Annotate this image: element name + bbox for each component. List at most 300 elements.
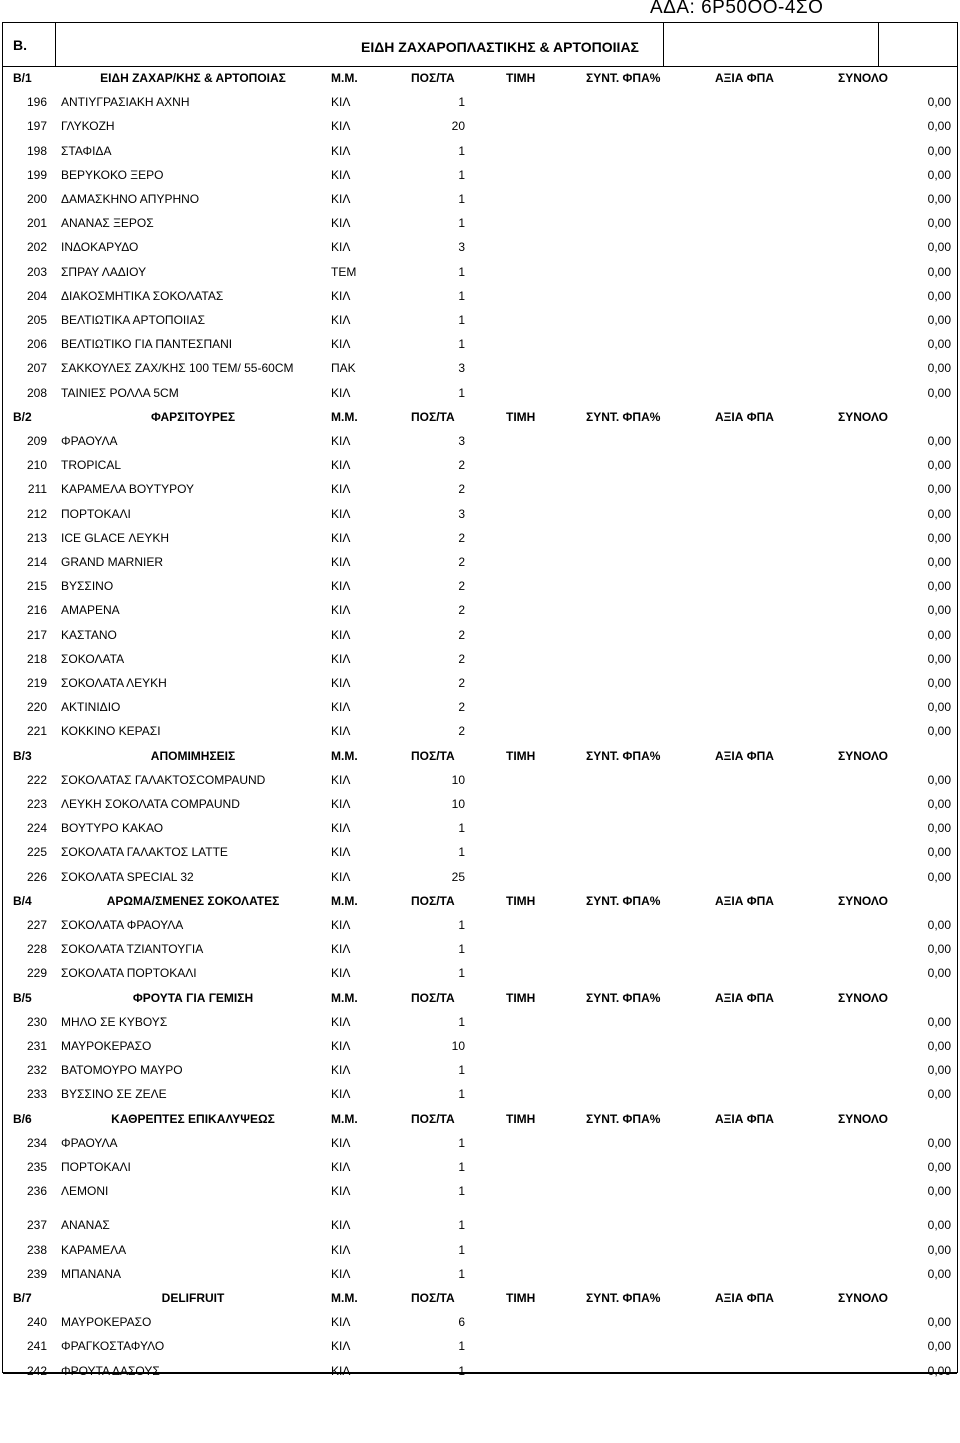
table-row <box>3 574 959 598</box>
item-name: ΛΕΥΚΗ ΣΟΚΟΛΑΤΑ COMPAUND <box>61 797 240 811</box>
column-qty: ΠΟΣ/ΤΑ <box>411 1291 455 1305</box>
item-number: 223 <box>26 797 47 811</box>
item-unit: ΚΙΛ <box>331 288 351 303</box>
table-row <box>3 1155 959 1179</box>
item-unit: ΚΙΛ <box>331 1266 351 1281</box>
item-total: 0,00 <box>927 1184 951 1199</box>
item-name: ΣΤΑΦΙΔΑ <box>61 143 112 158</box>
item-quantity: 1 <box>458 167 465 182</box>
column-mm: Μ.Μ. <box>331 409 358 424</box>
table-row <box>3 1213 959 1237</box>
item-unit: ΚΙΛ <box>331 216 351 231</box>
item-name: ΦΡΑΟΥΛΑ <box>61 1135 118 1150</box>
item-total: 0,00 <box>927 1315 951 1330</box>
item-total: 0,00 <box>927 724 951 739</box>
item-total: 0,00 <box>927 1135 951 1150</box>
item-unit: ΚΙΛ <box>331 1087 351 1102</box>
item-quantity: 1 <box>458 1339 465 1354</box>
table-row <box>3 913 959 937</box>
item-name: ΠΟΡΤΟΚΑΛΙ <box>61 506 131 521</box>
item-number: 216 <box>26 603 47 618</box>
item-number: 204 <box>26 288 47 303</box>
table-row <box>3 235 959 259</box>
item-unit: ΚΙΛ <box>331 676 351 690</box>
item-quantity: 1 <box>458 337 465 352</box>
table-row <box>3 1010 959 1034</box>
group-title: ΚΑΘΡΕΠΤΕΣ ΕΠΙΚΑΛΥΨΕΩΣ <box>111 1111 275 1126</box>
item-unit: ΚΙΛ <box>331 1160 351 1174</box>
item-number: 208 <box>26 385 47 400</box>
item-number: 236 <box>26 1184 47 1199</box>
item-total: 0,00 <box>927 1087 951 1102</box>
item-unit: ΚΙΛ <box>331 918 351 932</box>
item-quantity: 1 <box>458 192 465 206</box>
column-price: ΤΙΜΗ <box>506 1111 536 1126</box>
table-row <box>3 90 959 114</box>
item-quantity: 1 <box>458 1087 465 1102</box>
item-total: 0,00 <box>927 579 951 594</box>
column-total: ΣΥΝΟΛΟ <box>838 409 888 424</box>
table-row <box>3 792 959 816</box>
item-name: ΒΕΛΤΙΩΤΙΚΑ ΑΡΤΟΠΟΙΙΑΣ <box>61 313 205 327</box>
group-code: Β/3 <box>13 748 32 763</box>
item-name: ICE GLACE ΛΕΥΚΗ <box>61 530 170 545</box>
item-unit: ΚΙΛ <box>331 772 351 787</box>
table-row <box>3 477 959 501</box>
item-unit: ΚΙΛ <box>331 385 351 400</box>
item-unit: ΚΙΛ <box>331 192 351 206</box>
column-price: ΤΙΜΗ <box>506 748 536 763</box>
item-number: 218 <box>26 651 47 666</box>
item-total: 0,00 <box>927 506 951 521</box>
item-number: 230 <box>26 1014 47 1029</box>
item-quantity: 10 <box>451 1039 465 1053</box>
item-total: 0,00 <box>927 313 951 327</box>
table-row <box>3 211 959 235</box>
item-name: ΣΟΚΟΛΑΤΑ ΓΑΛΑΚΤΟΣ LATTE <box>61 845 228 860</box>
item-quantity: 1 <box>458 1218 465 1233</box>
column-price: ΤΙΜΗ <box>506 1291 536 1305</box>
item-total: 0,00 <box>927 1266 951 1281</box>
table-row <box>3 453 959 477</box>
item-name: ΚΟΚΚΙΝΟ ΚΕΡΑΣΙ <box>61 724 161 739</box>
table-row <box>3 1334 959 1358</box>
column-vat-value: ΑΞΙΑ ΦΠΑ <box>715 990 774 1005</box>
item-name: ΦΡΟΥΤΑ ΔΑΣΟΥΣ <box>61 1363 160 1378</box>
column-mm: Μ.Μ. <box>331 748 358 763</box>
item-name: TROPICAL <box>61 458 122 473</box>
item-unit: ΚΙΛ <box>331 942 351 957</box>
item-unit: ΚΙΛ <box>331 1135 351 1150</box>
item-quantity: 1 <box>458 264 465 279</box>
item-quantity: 1 <box>458 216 465 231</box>
item-name: ΔΙΑΚΟΣΜΗΤΙΚΑ ΣΟΚΟΛΑΤΑΣ <box>61 288 224 303</box>
item-number: 234 <box>26 1135 47 1150</box>
item-number: 211 <box>27 482 47 497</box>
column-vat: ΣΥΝΤ. ΦΠΑ% <box>586 990 661 1005</box>
table-row <box>3 381 959 405</box>
item-quantity: 2 <box>458 603 465 618</box>
item-name: ΓΛΥΚΟΖΗ <box>61 119 115 134</box>
item-unit: ΚΙΛ <box>331 458 351 473</box>
item-unit: ΚΙΛ <box>331 603 351 618</box>
item-name: ΣΟΚΟΛΑΤΑ SPECIAL 32 <box>61 869 194 884</box>
item-unit: ΚΙΛ <box>331 434 351 448</box>
item-quantity: 25 <box>451 869 465 884</box>
column-mm: Μ.Μ. <box>331 1111 358 1126</box>
item-total: 0,00 <box>927 434 951 448</box>
item-unit: ΚΙΛ <box>331 1339 351 1354</box>
item-name: ΜΑΥΡΟΚΕΡΑΣΟ <box>61 1315 152 1330</box>
item-unit: ΚΙΛ <box>331 1014 351 1029</box>
item-number: 196 <box>26 95 47 110</box>
item-unit: ΚΙΛ <box>331 966 351 981</box>
table-row <box>3 1359 959 1383</box>
item-number: 237 <box>26 1218 47 1233</box>
item-name: ΒΥΣΣΙΝΟ ΣΕ ΖΕΛΕ <box>61 1087 167 1102</box>
item-number: 200 <box>26 192 47 206</box>
table-row <box>3 937 959 961</box>
group-code: Β/5 <box>13 990 32 1005</box>
item-number: 205 <box>26 313 47 327</box>
item-quantity: 2 <box>458 555 465 569</box>
table-row <box>3 1179 959 1203</box>
item-quantity: 1 <box>458 918 465 932</box>
item-number: 219 <box>26 676 47 690</box>
item-name: ΜΗΛΟ ΣΕ ΚΥΒΟΥΣ <box>61 1014 168 1029</box>
item-unit: ΚΙΛ <box>331 869 351 884</box>
item-total: 0,00 <box>927 530 951 545</box>
table-row <box>3 623 959 647</box>
group-code: Β/2 <box>13 409 32 424</box>
group-title: DELIFRUIT <box>161 1291 225 1305</box>
item-number: 202 <box>26 240 47 255</box>
item-quantity: 2 <box>458 724 465 739</box>
column-vat: ΣΥΝΤ. ΦΠΑ% <box>586 1111 661 1126</box>
item-number: 239 <box>26 1266 47 1281</box>
group-title: ΦΑΡΣΙΤΟΥΡΕΣ <box>150 409 236 424</box>
column-qty: ΠΟΣ/ΤΑ <box>411 71 455 85</box>
table-row <box>3 187 959 211</box>
column-mm: Μ.Μ. <box>331 990 358 1005</box>
table-row <box>3 719 959 743</box>
table-row <box>3 284 959 308</box>
group-header <box>3 66 959 90</box>
table-row <box>3 961 959 985</box>
item-number: 209 <box>26 434 47 448</box>
item-number: 242 <box>26 1363 47 1378</box>
table-row <box>3 647 959 671</box>
item-name: ΣΟΚΟΛΑΤΑ ΠΟΡΤΟΚΑΛΙ <box>61 966 197 981</box>
column-vat: ΣΥΝΤ. ΦΠΑ% <box>586 893 661 908</box>
column-total: ΣΥΝΟΛΟ <box>838 990 888 1005</box>
column-vat-value: ΑΞΙΑ ΦΠΑ <box>715 748 774 763</box>
item-number: 199 <box>26 167 47 182</box>
item-number: 224 <box>26 821 47 836</box>
column-vat: ΣΥΝΤ. ΦΠΑ% <box>586 1291 661 1305</box>
item-total: 0,00 <box>927 700 951 715</box>
item-name: ΜΑΥΡΟΚΕΡΑΣΟ <box>61 1039 152 1053</box>
table-row <box>3 356 959 380</box>
table-row <box>3 1310 959 1334</box>
group-header <box>3 889 959 913</box>
item-unit: ΚΙΛ <box>331 579 351 594</box>
item-name: ΒΕΡΥΚΟΚΟ ΞΕΡΟ <box>61 167 164 182</box>
item-total: 0,00 <box>927 821 951 836</box>
item-total: 0,00 <box>927 627 951 642</box>
item-unit: ΚΙΛ <box>331 797 351 811</box>
item-number: 217 <box>26 627 47 642</box>
table-row <box>3 671 959 695</box>
column-price: ΤΙΜΗ <box>506 409 536 424</box>
table-row <box>3 550 959 574</box>
column-qty: ΠΟΣ/ΤΑ <box>411 893 455 908</box>
item-total: 0,00 <box>927 143 951 158</box>
item-total: 0,00 <box>927 337 951 352</box>
item-unit: ΚΙΛ <box>331 1242 351 1257</box>
item-number: 197 <box>26 119 47 134</box>
item-total: 0,00 <box>927 216 951 231</box>
item-name: ΑΚΤΙΝΙΔΙΟ <box>61 700 121 715</box>
column-vat-value: ΑΞΙΑ ΦΠΑ <box>715 1291 774 1305</box>
item-quantity: 1 <box>458 942 465 957</box>
table-row <box>3 308 959 332</box>
column-total: ΣΥΝΟΛΟ <box>838 71 888 85</box>
item-quantity: 3 <box>458 434 465 448</box>
item-name: ΛΕΜΟΝΙ <box>61 1184 109 1199</box>
item-total: 0,00 <box>927 264 951 279</box>
column-mm: Μ.Μ. <box>331 71 358 85</box>
item-number: 212 <box>26 506 47 521</box>
table-row <box>3 1262 959 1286</box>
column-price: ΤΙΜΗ <box>506 990 536 1005</box>
group-header <box>3 405 959 429</box>
item-name: ΚΑΡΑΜΕΛΑ <box>61 1242 127 1257</box>
group-header <box>3 744 959 768</box>
table-row <box>3 260 959 284</box>
item-name: ΤΑΙΝΙΕΣ ΡΟΛΛΑ 5CM <box>61 385 179 400</box>
item-name: ΣΟΚΟΛΑΤΑ ΤΖΙΑΝΤΟΥΓΙΑ <box>61 942 204 957</box>
item-quantity: 1 <box>458 1135 465 1150</box>
item-quantity: 1 <box>458 1063 465 1078</box>
table-row <box>3 598 959 622</box>
item-quantity: 1 <box>458 1184 465 1199</box>
column-vat: ΣΥΝΤ. ΦΠΑ% <box>586 748 661 763</box>
item-name: ΒΕΛΤΙΩΤΙΚΟ ΓΙΑ ΠΑΝΤΕΣΠΑΝΙ <box>61 337 233 352</box>
item-unit: ΚΙΛ <box>331 530 351 545</box>
item-quantity: 2 <box>458 482 465 497</box>
item-unit: ΚΙΛ <box>331 1363 351 1378</box>
column-vat: ΣΥΝΤ. ΦΠΑ% <box>586 71 661 85</box>
item-quantity: 1 <box>458 1266 465 1281</box>
item-quantity: 2 <box>458 530 465 545</box>
item-total: 0,00 <box>927 918 951 932</box>
table-row <box>3 1058 959 1082</box>
table-row <box>3 865 959 889</box>
item-total: 0,00 <box>927 1014 951 1029</box>
item-unit: ΚΙΛ <box>331 555 351 569</box>
item-quantity: 1 <box>458 1014 465 1029</box>
item-name: ΙΝΔΟΚΑΡΥΔΟ <box>61 240 139 255</box>
item-unit: ΚΙΛ <box>331 143 351 158</box>
item-number: 228 <box>26 942 47 957</box>
group-header <box>3 1286 959 1310</box>
item-name: ΑΝΑΝΑΣ ΞΕΡΟΣ <box>61 216 154 231</box>
item-total: 0,00 <box>927 1242 951 1257</box>
group-header <box>3 1107 959 1131</box>
item-name: ΒΟΥΤΥΡΟ ΚΑΚΑΟ <box>61 821 164 836</box>
item-unit: ΚΙΛ <box>331 651 351 666</box>
item-unit: ΚΙΛ <box>331 482 351 497</box>
column-mm: Μ.Μ. <box>331 893 358 908</box>
item-number: 203 <box>26 264 47 279</box>
item-total: 0,00 <box>927 603 951 618</box>
item-unit: ΚΙΛ <box>331 627 351 642</box>
item-quantity: 1 <box>458 143 465 158</box>
item-number: 206 <box>26 337 47 352</box>
item-unit: ΚΙΛ <box>331 240 351 255</box>
item-name: ΚΑΣΤΑΝΟ <box>61 627 117 642</box>
item-total: 0,00 <box>927 192 951 206</box>
table-row <box>3 1131 959 1155</box>
item-total: 0,00 <box>927 797 951 811</box>
item-total: 0,00 <box>927 869 951 884</box>
item-name: ΑΝΤΙΥΓΡΑΣΙΑΚΗ ΑΧΝΗ <box>61 95 190 110</box>
column-qty: ΠΟΣ/ΤΑ <box>411 1111 455 1126</box>
group-header <box>3 986 959 1010</box>
table-row <box>3 768 959 792</box>
item-name: ΣΠΡΑΥ ΛΑΔΙΟΥ <box>61 264 147 279</box>
item-number: 232 <box>26 1063 47 1078</box>
item-number: 222 <box>26 772 47 787</box>
item-name: ΜΠΑΝΑΝΑ <box>61 1266 122 1281</box>
group-code: Β/6 <box>13 1111 32 1126</box>
item-quantity: 20 <box>451 119 465 134</box>
item-name: ΒΑΤΟΜΟΥΡΟ ΜΑΥΡΟ <box>61 1063 183 1078</box>
item-unit: ΚΙΛ <box>331 1218 351 1233</box>
item-quantity: 10 <box>451 772 465 787</box>
item-total: 0,00 <box>927 1063 951 1078</box>
item-name: ΑΜΑΡΕΝΑ <box>61 603 120 618</box>
item-number: 220 <box>26 700 47 715</box>
column-vat-value: ΑΞΙΑ ΦΠΑ <box>715 71 774 85</box>
item-total: 0,00 <box>927 651 951 666</box>
column-total: ΣΥΝΟΛΟ <box>838 893 888 908</box>
item-quantity: 2 <box>458 700 465 715</box>
item-quantity: 1 <box>458 385 465 400</box>
table-row <box>3 840 959 864</box>
top-divider <box>663 23 664 66</box>
item-quantity: 1 <box>458 313 465 327</box>
item-quantity: 1 <box>458 288 465 303</box>
item-number: 207 <box>26 361 47 376</box>
group-code: Β/4 <box>13 893 32 908</box>
item-total: 0,00 <box>927 167 951 182</box>
table-row <box>3 114 959 138</box>
item-quantity: 6 <box>458 1315 465 1330</box>
group-title: ΑΠΟΜΙΜΗΣΕΙΣ <box>150 748 236 763</box>
table-row <box>3 695 959 719</box>
item-name: ΣΑΚΚΟΥΛΕΣ ΖΑΧ/ΚΗΣ 100 ΤΕΜ/ 55-60CM <box>61 361 294 376</box>
item-name: GRAND MARNIER <box>61 555 164 569</box>
section-title: ΕΙΔΗ ΖΑΧΑΡΟΠΛΑΣΤΙΚΗΣ & ΑΡΤΟΠΟΙΙΑΣ <box>361 39 639 55</box>
table-row <box>3 163 959 187</box>
item-total: 0,00 <box>927 1339 951 1354</box>
table-row <box>3 816 959 840</box>
column-vat-value: ΑΞΙΑ ΦΠΑ <box>715 1111 774 1126</box>
item-name: ΣΟΚΟΛΑΤΑ ΛΕΥΚΗ <box>61 676 167 690</box>
item-quantity: 2 <box>458 579 465 594</box>
item-quantity: 1 <box>458 1160 465 1174</box>
item-total: 0,00 <box>927 555 951 569</box>
item-quantity: 10 <box>451 797 465 811</box>
item-total: 0,00 <box>927 1218 951 1233</box>
item-total: 0,00 <box>927 95 951 110</box>
item-quantity: 1 <box>458 95 465 110</box>
item-unit: ΚΙΛ <box>331 724 351 739</box>
item-number: 231 <box>26 1039 47 1053</box>
group-title: ΦΡΟΥΤΑ ΓΙΑ ΓΕΜΙΣΗ <box>132 990 254 1005</box>
item-quantity: 3 <box>458 506 465 521</box>
item-number: 238 <box>26 1242 47 1257</box>
item-total: 0,00 <box>927 119 951 134</box>
item-number: 227 <box>26 918 47 932</box>
item-unit: ΚΙΛ <box>331 821 351 836</box>
column-qty: ΠΟΣ/ΤΑ <box>411 990 455 1005</box>
column-qty: ΠΟΣ/ΤΑ <box>411 748 455 763</box>
item-name: ΣΟΚΟΛΑΤΑ ΦΡΑΟΥΛΑ <box>61 918 184 932</box>
item-total: 0,00 <box>927 1363 951 1378</box>
column-vat: ΣΥΝΤ. ΦΠΑ% <box>586 409 661 424</box>
item-name: ΠΟΡΤΟΚΑΛΙ <box>61 1160 131 1174</box>
table-row <box>3 332 959 356</box>
item-unit: ΠΑΚ <box>331 361 356 376</box>
item-number: 225 <box>26 845 47 860</box>
item-number: 233 <box>26 1087 47 1102</box>
item-total: 0,00 <box>927 458 951 473</box>
item-name: ΒΥΣΣΙΝΟ <box>61 579 114 594</box>
item-number: 213 <box>26 530 47 545</box>
item-unit: ΚΙΛ <box>331 337 351 352</box>
item-total: 0,00 <box>927 942 951 957</box>
group-title: ΕΙΔΗ ΖΑΧΑΡ/ΚΗΣ & ΑΡΤΟΠΟΙΑΣ <box>100 71 286 85</box>
item-number: 215 <box>26 579 47 594</box>
item-total: 0,00 <box>927 1160 951 1174</box>
item-total: 0,00 <box>927 1039 951 1053</box>
column-total: ΣΥΝΟΛΟ <box>838 1111 888 1126</box>
item-name: ΦΡΑΟΥΛΑ <box>61 434 118 448</box>
item-name: ΣΟΚΟΛΑΤΑΣ ΓΑΛΑΚΤΟΣCOMPAUND <box>61 772 266 787</box>
item-unit: ΚΙΛ <box>331 506 351 521</box>
item-unit: ΤΕΜ <box>331 264 357 279</box>
table-row <box>3 1034 959 1058</box>
item-quantity: 3 <box>458 361 465 376</box>
item-quantity: 1 <box>458 1363 465 1378</box>
item-quantity: 1 <box>458 966 465 981</box>
item-number: 214 <box>26 555 47 569</box>
item-unit: ΚΙΛ <box>331 1315 351 1330</box>
item-unit: ΚΙΛ <box>331 1039 351 1053</box>
column-vat-value: ΑΞΙΑ ΦΠΑ <box>715 893 774 908</box>
item-total: 0,00 <box>927 482 951 497</box>
item-number: 201 <box>26 216 47 231</box>
item-name: ΔΑΜΑΣΚΗΝΟ ΑΠΥΡΗΝΟ <box>61 192 200 206</box>
item-quantity: 2 <box>458 627 465 642</box>
item-total: 0,00 <box>927 966 951 981</box>
item-total: 0,00 <box>927 676 951 690</box>
column-mm: Μ.Μ. <box>331 1291 358 1305</box>
column-total: ΣΥΝΟΛΟ <box>838 748 888 763</box>
